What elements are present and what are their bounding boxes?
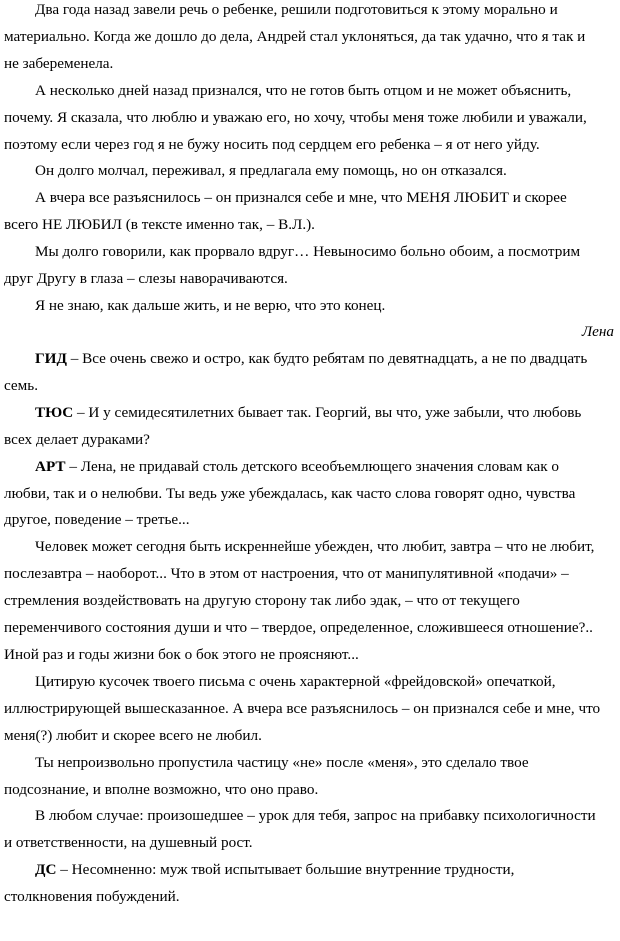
text-line: Он долго молчал, переживал, я предлагала ему помощь, но он отказался. — [35, 162, 507, 180]
reader-letter — [0, 0, 620, 320]
text-line: В любом случае: произошедшее – урок для тебя, запрос на прибавку психологичности — [35, 807, 596, 825]
text-line — [0, 400, 620, 427]
letter-paragraph-4 — [0, 185, 620, 239]
text-line: меня(?) любит и скорее всего не любил. — [4, 726, 262, 744]
reply-tus — [0, 400, 620, 454]
text-line: поэтому если через год я не бужу носить под сердцем его ребенка – я от него уйду. — [4, 135, 540, 153]
reply-paragraph — [0, 534, 620, 669]
text-line: А вчера все разъяснилось – он признался себе и мне, что МЕНЯ ЛЮБИТ и скорее — [35, 189, 567, 207]
reply-ds — [0, 857, 620, 911]
text-line: стремления воздействовать на другую сторону так либо эдак, – что от текущего — [4, 592, 520, 610]
text-line — [0, 857, 620, 884]
letter-paragraph-6 — [0, 293, 620, 320]
text-line: другое, поведение – третье... — [4, 511, 190, 529]
text-line: всего НЕ ЛЮБИЛ (в тексте именно так, – В.Л.). — [4, 216, 315, 234]
letter-paragraph-1 — [0, 0, 620, 78]
letter-paragraph-3 — [0, 158, 620, 185]
text-line: любви, так и о нелюбви. Ты ведь уже убеждалась, как часто слова говорят одно, чувства — [4, 484, 576, 502]
speaker-label: АРТ — [35, 457, 66, 475]
text-line: Иной раз и годы жизни бок о бок этого не проясняют... — [4, 645, 359, 663]
reply-paragraph — [0, 669, 620, 750]
reply-paragraph — [0, 803, 620, 857]
text-line: А несколько дней назад признался, что не готов быть отцом и не может объяснить, — [35, 81, 572, 99]
reply-text: – Все очень свежо и остро, как будто ребятам по девятнадцать, а не по двадцать — [66, 350, 588, 367]
reply-text: – И у семидесятилетних бывает так. Георгий, вы что, уже забыли, что любовь — [73, 403, 582, 421]
speaker-label: ДС — [35, 861, 57, 879]
text-line: Два года назад завели речь о ребенке, решили подготовиться к этому морально и — [35, 1, 558, 18]
text-line: столкновения побуждений. — [4, 888, 180, 906]
commentary-dialogue — [0, 346, 620, 911]
letter-paragraph-2 — [0, 78, 620, 159]
speaker-label: ГИД — [35, 350, 67, 367]
letter-paragraph-5 — [0, 239, 620, 293]
reply-art — [0, 454, 620, 535]
text-line: почему. Я сказала, что люблю и уважаю его, но хочу, чтобы меня тоже любили и уважали, — [4, 108, 587, 126]
reply-text: – Лена, не придавай столь детского всеобъемлющего значения словам как о — [65, 457, 559, 475]
text-line: Цитирую кусочек твоего письма с очень характерной «фрейдовской» опечаткой, — [35, 672, 556, 690]
text-line: семь. — [4, 376, 39, 394]
reply-paragraph — [0, 750, 620, 804]
text-line: Я не знаю, как дальше жить, и не верю, что это конец. — [35, 296, 386, 314]
text-line: Человек может сегодня быть искреннейше убежден, что любит, завтра – что не любит, — [35, 538, 595, 556]
text-line: друг Другу в глаза – слезы наворачиваются. — [4, 270, 288, 288]
text-line: не забеременела. — [4, 54, 114, 72]
reply-text: – Несомненно: муж твой испытывает большие внутренние трудности, — [56, 861, 515, 879]
text-line — [0, 346, 620, 373]
reply-gid — [0, 346, 620, 400]
speaker-label: ТЮС — [35, 403, 74, 421]
text-line: всех делает дураками? — [4, 430, 150, 448]
text-line: послезавтра – наоборот... Что в этом от настроения, что от манипулятивной «подачи» – — [4, 565, 569, 583]
text-line: и ответственности, на душевный рост. — [4, 834, 253, 852]
text-line: переменчивого состояния души и что – твердое, определенное, сложившееся отношение?.. — [4, 619, 593, 637]
text-line — [0, 454, 620, 481]
text-line: Ты непроизвольно пропустила частицу «не» после «меня», это сделало твое — [35, 753, 529, 771]
text-line: материально. Когда же дошло до дела, Андрей стал уклоняться, да так удачно, что я так и — [4, 27, 586, 45]
text-line: подсознание, и вполне возможно, что оно право. — [4, 780, 319, 798]
text-line: Мы долго говорили, как прорвало вдруг… Невыносимо больно обоим, а посмотрим — [35, 243, 581, 261]
letter-signature: Лена — [581, 323, 614, 340]
text-line: иллюстрирующей вышесказанное. А вчера все разъяснилось – он признался себе и мне, что — [4, 699, 601, 717]
